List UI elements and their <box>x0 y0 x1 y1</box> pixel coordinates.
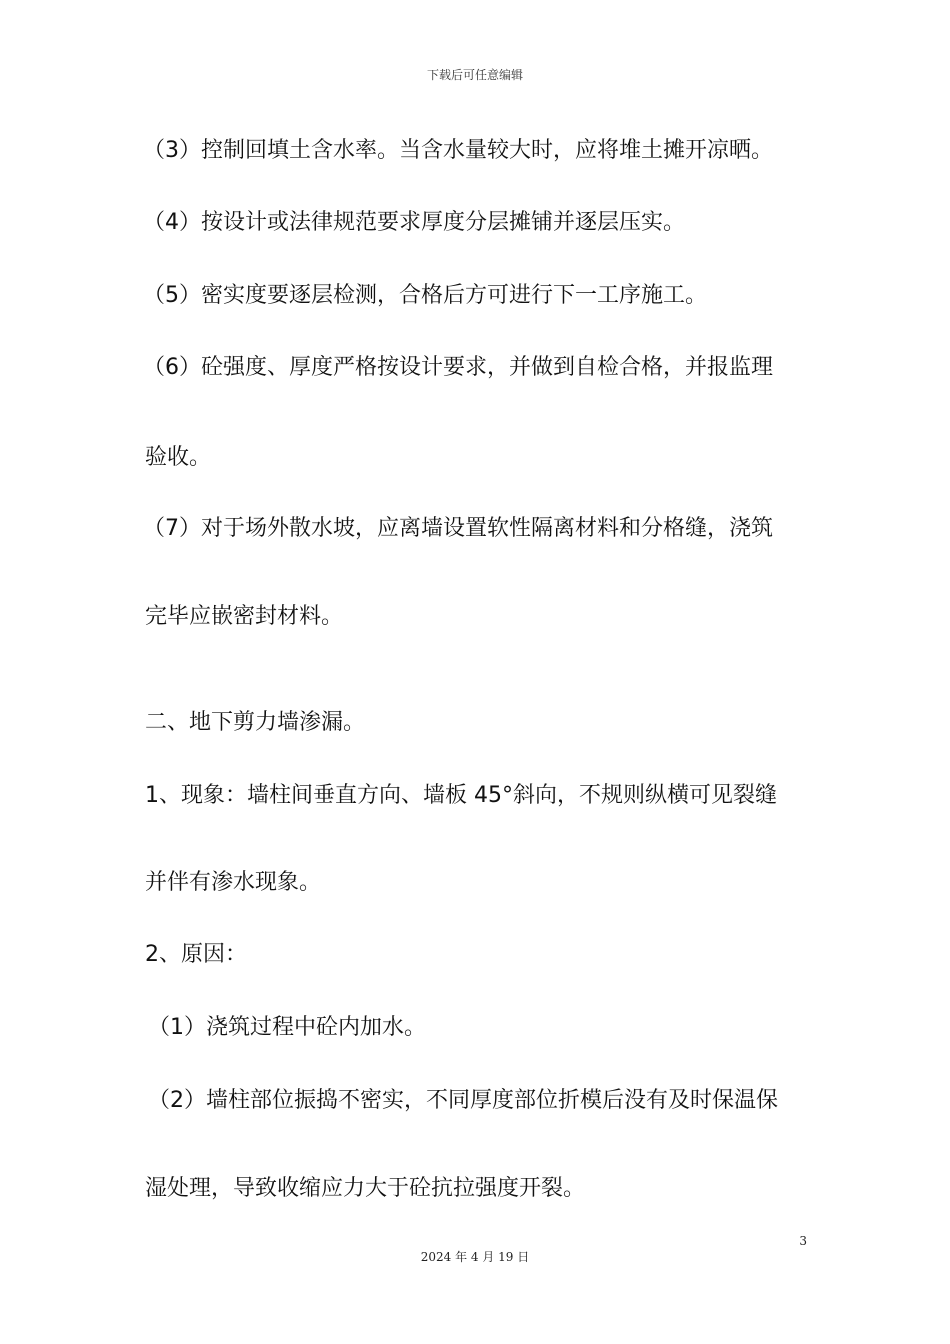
paragraph-line: （5）密实度要逐层检测，合格后方可进行下一工序施工。 <box>143 283 707 308</box>
paragraph-line: 并伴有渗水现象。 <box>145 870 322 895</box>
paragraph-line: 验收。 <box>145 445 212 470</box>
paragraph-line: 1、现象：墙柱间垂直方向、墙板 45°斜向，不规则纵横可见裂缝 <box>145 783 777 808</box>
paragraph-line: （1）浇筑过程中砼内加水。 <box>148 1015 426 1040</box>
paragraph-line: 完毕应嵌密封材料。 <box>145 604 344 629</box>
paragraph-line: （3）控制回填土含水率。当含水量较大时，应将堆土摊开凉晒。 <box>143 138 773 163</box>
paragraph-line: （2）墙柱部位振捣不密实，不同厚度部位折模后没有及时保温保 <box>148 1088 778 1113</box>
paragraph-line: 湿处理，导致收缩应力大于砼抗拉强度开裂。 <box>145 1176 586 1201</box>
paragraph-line: （7）对于场外散水坡，应离墙设置软性隔离材料和分格缝，浇筑 <box>143 516 773 541</box>
page-number: 3 <box>799 1234 807 1248</box>
footer-date: 2024 年 4 月 19 日 <box>420 1250 530 1264</box>
page-header: 下载后可任意编辑 <box>426 68 523 82</box>
section-heading: 二、地下剪力墙渗漏。 <box>145 710 366 735</box>
paragraph-line: （6）砼强度、厚度严格按设计要求，并做到自检合格，并报监理 <box>143 355 773 380</box>
paragraph-line: 2、原因： <box>145 942 247 967</box>
paragraph-line: （4）按设计或法律规范要求厚度分层摊铺并逐层压实。 <box>143 210 685 235</box>
